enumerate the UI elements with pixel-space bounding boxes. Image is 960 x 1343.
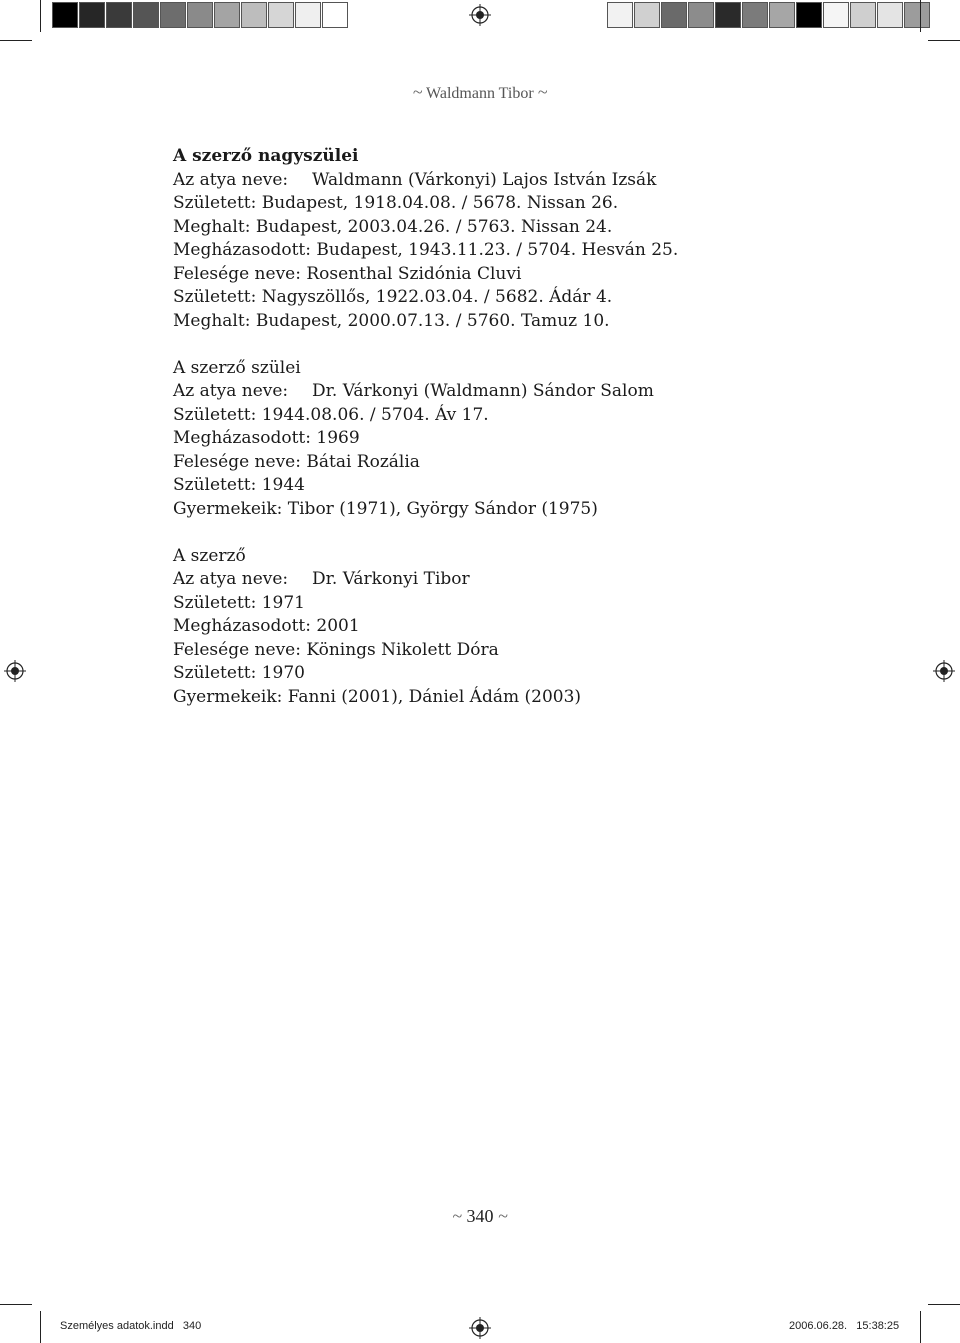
color-swatch bbox=[268, 2, 294, 28]
color-swatch bbox=[160, 2, 186, 28]
father-name: Dr. Várkonyi (Waldmann) Sándor Salom bbox=[312, 381, 654, 401]
color-swatch bbox=[241, 2, 267, 28]
registration-mark-left-icon bbox=[4, 660, 26, 682]
color-swatch bbox=[52, 2, 78, 28]
color-swatch bbox=[796, 2, 822, 28]
color-swatch bbox=[214, 2, 240, 28]
color-bar-right bbox=[607, 2, 931, 28]
crop-mark-bottom-right-v bbox=[920, 1311, 921, 1343]
text-line: Felesége neve: Rosenthal Szidónia Cluvi bbox=[173, 263, 522, 284]
crop-mark-top-right-v bbox=[920, 0, 921, 32]
slug-file-info: Személyes adatok.indd 340 bbox=[60, 1320, 202, 1332]
crop-mark-bottom-left-h bbox=[0, 1304, 32, 1305]
text-line: Született: Budapest, 1918.04.08. / 5678. Nissan 26. bbox=[173, 193, 619, 213]
header-ornament-left: ~ bbox=[412, 82, 423, 102]
color-swatch bbox=[607, 2, 633, 28]
registration-mark-top-icon bbox=[469, 4, 491, 26]
father-label: Az atya neve: bbox=[173, 569, 289, 589]
text-line: Gyermekeik: Tibor (1971), György Sándor (1975) bbox=[173, 498, 598, 519]
text-line: Született: 1944.08.06. / 5704. Áv 17. bbox=[173, 404, 489, 425]
crop-mark-top-left-v bbox=[40, 0, 41, 32]
crop-mark-top-right-h bbox=[928, 40, 960, 41]
crop-mark-bottom-right-h bbox=[928, 1304, 960, 1305]
section-heading: A szerző bbox=[173, 545, 246, 566]
section-grandparents bbox=[173, 145, 793, 333]
text-line: Született: Nagyszöllős, 1922.03.04. / 5682. Ádár 4. bbox=[173, 287, 613, 307]
color-swatch bbox=[322, 2, 348, 28]
color-swatch bbox=[295, 2, 321, 28]
crop-mark-bottom-left-v bbox=[40, 1311, 41, 1343]
color-swatch bbox=[133, 2, 159, 28]
page-number-value: 340 bbox=[466, 1206, 494, 1226]
crop-mark-top-left-h bbox=[0, 40, 32, 41]
color-swatch bbox=[823, 2, 849, 28]
color-swatch bbox=[877, 2, 903, 28]
registration-mark-right-icon bbox=[933, 660, 955, 682]
father-line bbox=[173, 568, 793, 592]
page-number-ornament-left: ~ bbox=[452, 1206, 462, 1226]
color-swatch bbox=[742, 2, 768, 28]
father-line bbox=[173, 169, 793, 193]
registration-mark-bottom-icon bbox=[469, 1317, 491, 1339]
text-line: Megházasodott: 1969 bbox=[173, 428, 360, 448]
color-swatch bbox=[850, 2, 876, 28]
father-name: Waldmann (Várkonyi) Lajos István Izsák bbox=[312, 169, 657, 190]
text-line: Született: 1970 bbox=[173, 663, 305, 683]
page-content bbox=[173, 145, 793, 709]
color-swatch bbox=[904, 2, 930, 28]
page-number bbox=[0, 1206, 960, 1227]
text-line: Megházasodott: Budapest, 1943.11.23. / 5704. Hesván 25. bbox=[173, 240, 679, 260]
color-swatch bbox=[106, 2, 132, 28]
section-parents bbox=[173, 357, 793, 522]
father-name: Dr. Várkonyi Tibor bbox=[312, 569, 470, 589]
text-line: Született: 1971 bbox=[173, 592, 305, 613]
text-line: Született: 1944 bbox=[173, 475, 305, 495]
color-swatch bbox=[79, 2, 105, 28]
header-title: Waldmann Tibor bbox=[426, 85, 534, 102]
section-spacer bbox=[173, 333, 793, 357]
father-label: Az atya neve: bbox=[173, 169, 289, 190]
section-heading: A szerző szülei bbox=[173, 357, 301, 378]
page-number-ornament-right: ~ bbox=[498, 1206, 508, 1226]
section-author bbox=[173, 545, 793, 710]
section-heading: A szerző nagyszülei bbox=[173, 146, 359, 166]
text-line: Felesége neve: Könings Nikolett Dóra bbox=[173, 639, 499, 660]
slug-timestamp: 2006.06.28. 15:38:25 bbox=[789, 1320, 900, 1332]
running-header bbox=[0, 82, 960, 103]
section-spacer bbox=[173, 521, 793, 545]
color-swatch bbox=[661, 2, 687, 28]
father-line bbox=[173, 380, 793, 404]
text-line: Gyermekeik: Fanni (2001), Dániel Ádám (2003) bbox=[173, 686, 582, 707]
text-line: Felesége neve: Bátai Rozália bbox=[173, 451, 420, 472]
color-swatch bbox=[187, 2, 213, 28]
text-line: Meghalt: Budapest, 2003.04.26. / 5763. Nissan 24. bbox=[173, 216, 613, 237]
father-label: Az atya neve: bbox=[173, 381, 289, 401]
color-swatch bbox=[688, 2, 714, 28]
header-ornament-right: ~ bbox=[537, 82, 548, 102]
color-bar-left bbox=[52, 2, 349, 28]
color-swatch bbox=[634, 2, 660, 28]
text-line: Meghalt: Budapest, 2000.07.13. / 5760. Tamuz 10. bbox=[173, 310, 610, 331]
color-swatch bbox=[715, 2, 741, 28]
text-line: Megházasodott: 2001 bbox=[173, 616, 360, 636]
color-swatch bbox=[769, 2, 795, 28]
